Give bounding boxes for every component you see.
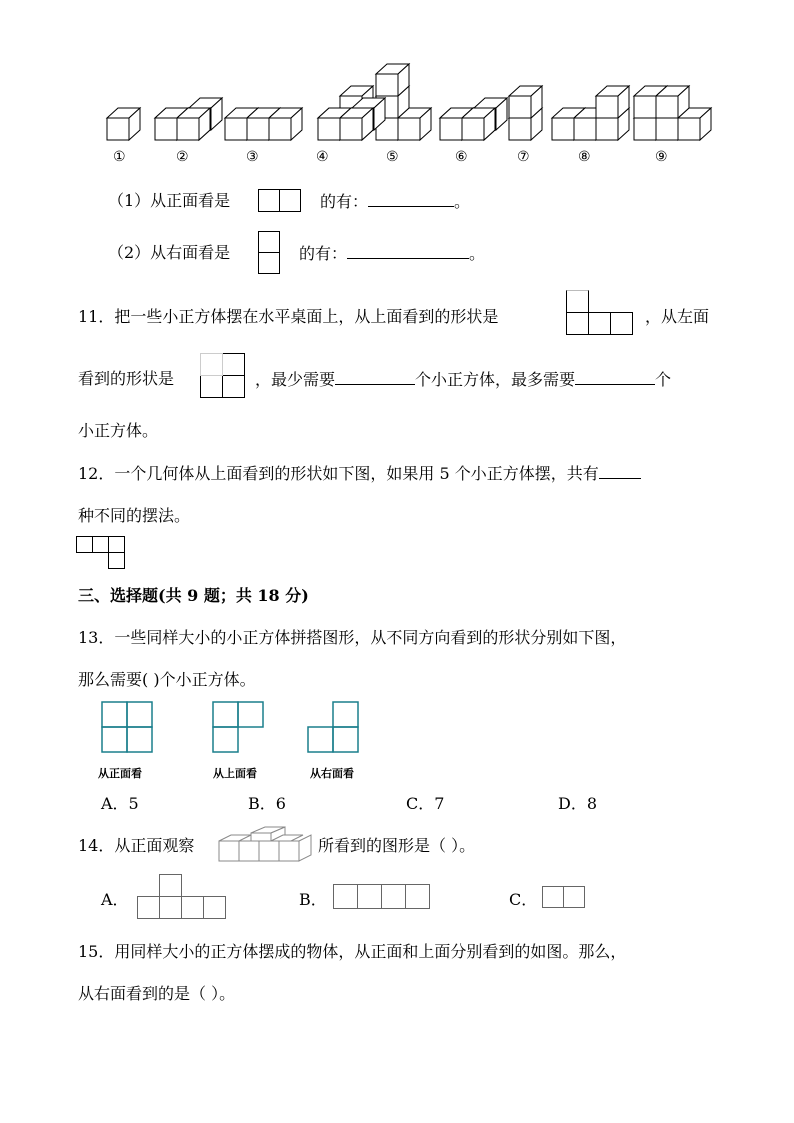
q10-part2-suffix: 的有： <box>299 244 348 263</box>
q14-option-b[interactable]: B． <box>299 890 327 909</box>
q13-option-c[interactable]: C．7 <box>406 794 445 813</box>
q10-part2-end: 。 <box>469 244 486 263</box>
figure-label-5: ⑤ <box>386 149 399 165</box>
q10-part1-prefix: （1）从正面看是 <box>108 191 231 210</box>
q13-line2: 那么需要( )个小正方体。 <box>78 670 256 689</box>
cube-figures-row <box>0 0 794 150</box>
answer-blank[interactable] <box>368 190 454 207</box>
q10-part2-prefix: （2）从右面看是 <box>108 243 231 262</box>
q10-part2-answer <box>299 242 485 265</box>
q14-prefix: 14．从正面观察 <box>78 836 195 855</box>
figure-label-6: ⑥ <box>455 149 468 165</box>
answer-blank-min[interactable] <box>335 368 415 385</box>
q14-option-a-shape <box>137 874 227 920</box>
q14-option-c[interactable]: C． <box>509 890 538 909</box>
q11-line2-b: ，最少需要 <box>255 370 336 389</box>
figure-label-7: ⑦ <box>517 149 530 165</box>
figure-label-1: ① <box>113 149 126 165</box>
q11-line2-start: 看到的形状是 <box>78 369 175 388</box>
q10-part2 <box>108 242 230 264</box>
q11-line2-d: 个 <box>655 370 672 389</box>
q14-option-c-shape <box>542 886 588 910</box>
q11-line1 <box>78 306 498 328</box>
q10-part1-end: 。 <box>454 192 471 211</box>
answer-blank[interactable] <box>599 462 641 479</box>
q12-line1-text: 12．一个几何体从上面看到的形状如下图，如果用 5 个小正方体摆，共有 <box>78 464 599 483</box>
q10-part1-suffix: 的有： <box>320 192 369 211</box>
q14-suffix: 所看到的图形是（ ）。 <box>318 836 476 855</box>
figure-label-9: ⑨ <box>655 149 668 165</box>
q11-line3: 小正方体。 <box>78 421 159 440</box>
q10-right-view-shape <box>258 231 282 275</box>
q13-line1: 13．一些同样大小的小正方体拼搭图形，从不同方向看到的形状分别如下图， <box>78 628 627 647</box>
figure-label-2: ② <box>176 149 189 165</box>
figure-label-4: ④ <box>316 149 329 165</box>
q10-part1-answer <box>320 190 470 213</box>
q13-front-view <box>101 701 153 753</box>
q13-caption-front: 从正面看 <box>98 767 142 780</box>
section-3-heading: 三、选择题(共 9 题；共 18 分) <box>78 586 309 605</box>
q13-option-b[interactable]: B．6 <box>248 794 286 813</box>
q11-line2-c: 个小正方体，最多需要 <box>415 370 576 389</box>
q15-line1: 15．用同样大小的正方体摆成的物体，从正面和上面分别看到的如图。那么， <box>78 942 627 961</box>
q13-right-view <box>307 701 359 753</box>
answer-blank-max[interactable] <box>575 368 655 385</box>
answer-blank[interactable] <box>347 242 469 259</box>
q15-line2: 从右面看到的是（ ）。 <box>78 984 236 1003</box>
q14-object-figure <box>215 826 315 862</box>
q11-line1-end: ，从左面 <box>645 307 710 326</box>
q14-option-a[interactable]: A． <box>101 890 129 909</box>
q11-top-view-shape <box>566 290 636 336</box>
figure-label-8: ⑧ <box>578 149 591 165</box>
q13-option-a[interactable]: A．5 <box>101 794 139 813</box>
q14-option-b-shape <box>333 884 433 910</box>
q12-line1 <box>78 462 641 485</box>
q13-caption-right: 从右面看 <box>310 767 354 780</box>
q10-part1 <box>108 190 230 212</box>
q11-line2-rest <box>255 368 671 391</box>
figure-label-3: ③ <box>246 149 259 165</box>
q13-top-view <box>212 701 264 753</box>
q12-top-view-shape <box>76 536 128 572</box>
q12-line2: 种不同的摆法。 <box>78 506 191 525</box>
q13-option-d[interactable]: D．8 <box>558 794 598 813</box>
q13-caption-top: 从上面看 <box>213 767 257 780</box>
q11-line1-text: 11．把一些小正方体摆在水平桌面上，从上面看到的形状是 <box>78 307 499 326</box>
q11-left-view-shape <box>200 353 246 399</box>
cube <box>107 108 140 140</box>
q10-front-view-shape <box>258 189 302 213</box>
